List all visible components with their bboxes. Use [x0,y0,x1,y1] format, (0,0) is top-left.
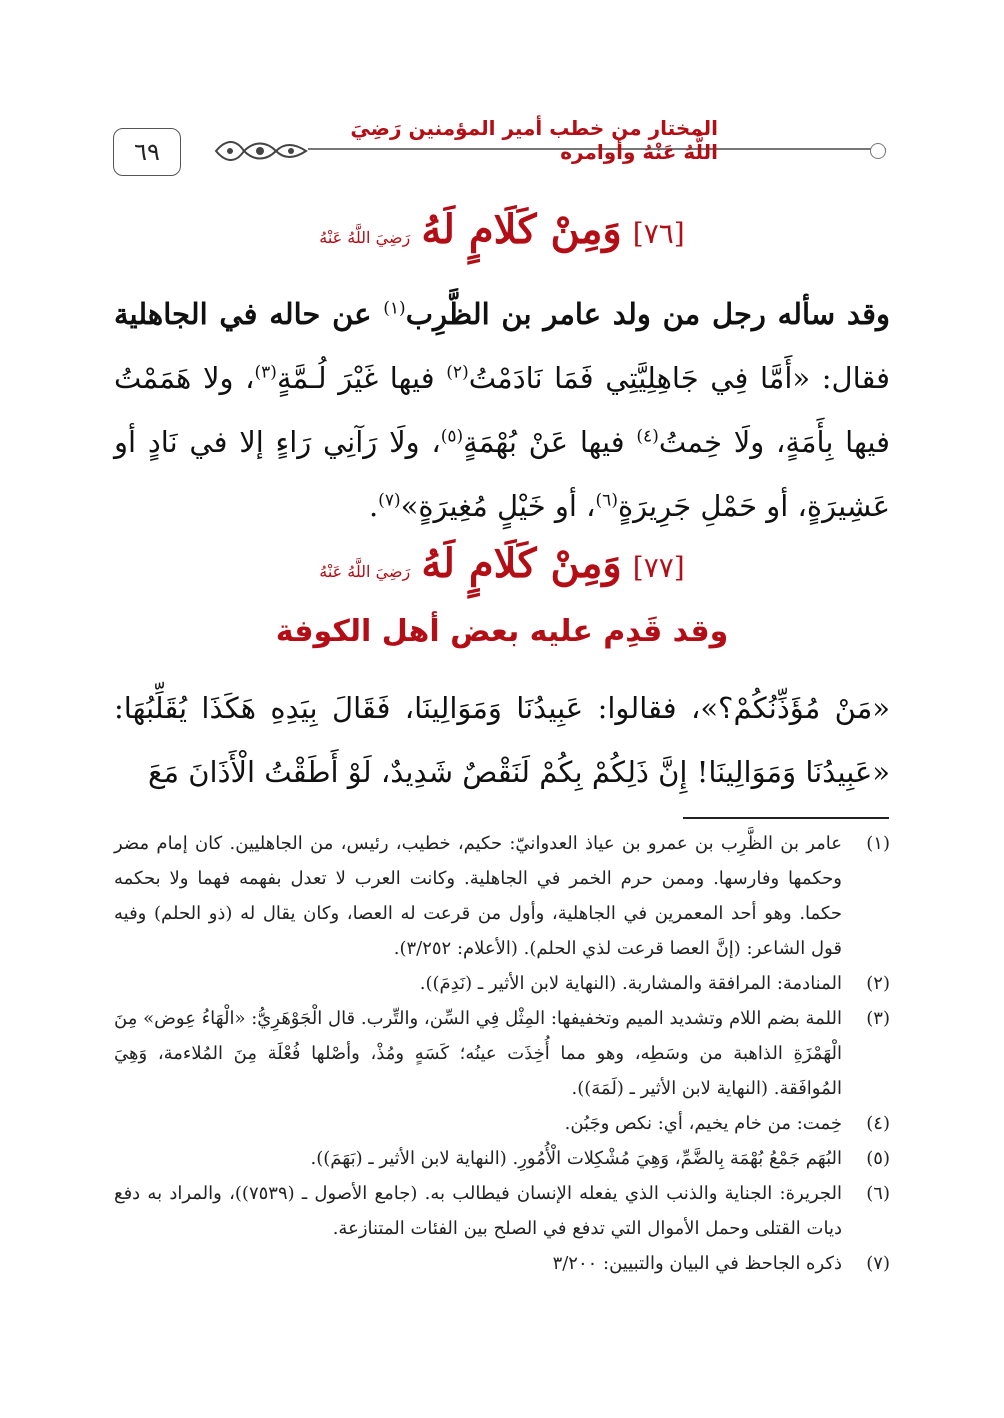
section-title: وَمِنْ كَلَامٍ لَهُ [421,206,622,253]
header-rule-cap [870,143,886,159]
footnote-ref[interactable]: (٤) [636,426,659,447]
footnote-number: (٢) [866,973,890,994]
quote-text: فيها غَيْرَ لُـمَّةٍ [276,361,447,395]
footnote-number: (٣) [866,1008,890,1029]
section-number: [٧٦] [632,217,685,250]
paragraph-76 [114,282,890,538]
footnote-text: الجريرة: الجناية والذنب الذي يفعله الإنسان فيطالب به. (جامع الأصول ـ (٧٥٣٩))، والمراد به دفع ديات القتلى وحمل الأموال التي تدفع في الصلح بين الفئات المتنازعة. [114,1183,842,1239]
section-heading-77 [180,540,824,587]
section-title: وَمِنْ كَلَامٍ لَهُ [421,540,622,587]
footnote-separator [683,817,889,819]
section-number: [٧٧] [632,551,685,584]
footnote-ref[interactable]: (٦) [595,490,618,511]
quote-text: فقال: «أَمَّا فِي جَاهِلِيَّتِي فَمَا نَادَمْتُ [468,361,890,395]
footnote-number: (٤) [866,1113,890,1134]
footnote-text: البُهَم جَمْعُ بُهْمَة بِالضَّمِّ، وَهِيَ مُشْكِلات الْأُمُورِ. (النهاية لابن الأثير ـ (بَهَمَ)). [310,1148,842,1169]
footnote-text: ذكره الجاحظ في البيان والتبيين: ٣/٢٠٠ [552,1253,842,1274]
quote-text: . [368,489,379,523]
section-subheading: وقد قَدِم عليه بعض أهل الكوفة [275,614,729,649]
header-ornament-icon [214,137,308,165]
quote-text: ، ولا هَمَمْتُ فيها بِأَمَةٍ، ولَا خِمتُ [114,361,890,459]
footnote-text: المنادمة: المرافقة والمشاربة. (النهاية لابن الأثير ـ (نَدِمَ)). [419,973,842,994]
running-title: المختار من خطب أمير المؤمنين رَضِيَ اللَّهُ عَنْهُ وأوامره [350,116,718,164]
intro-text: وقد سأله رجل من ولد عامر بن الظَّرِب [405,297,891,331]
footnote-7 [114,1246,890,1281]
footnote-text: خِمت: من خام يخيم، أي: نكص وجَبُن. [564,1113,842,1134]
footnotes [114,826,890,1281]
footnote-ref[interactable]: (٥) [440,426,464,447]
quote-text: فيها عَنْ بُهْمَةٍ [463,425,637,459]
footnote-text: عامر بن الظَّرِب بن عمرو بن عياذ العدوانيّ: حكيم، خطيب، رئيس، من الجاهليين. كان إمام مضر وحكمها وفارسها. وممن حرم الخمر في الجاهلية. وكانت العرب لا تعدل بفهمه فهما ولا بحكمه حكما. وهو أحد المعمرين في الجاهلية، وأول من قرعت له العصا، وكان يقال له (ذو الحلم) وفيه قول الشاعر: (إنَّ العصا قرعت لذي الحلم). (الأعلام: ٣/٢٥٢). [114,833,842,959]
page-number: ٦٩ [113,128,181,176]
footnote-5 [114,1141,890,1176]
quote-text: ، أو خَيْلٍ مُغِيرَةٍ» [400,489,596,523]
footnote-number: (٥) [866,1148,890,1169]
paragraph-77: «مَنْ مُؤَذِّنُكُمْ؟»، فقالوا: عَبِيدُنَا وَمَوَالِينَا، فَقَالَ بِيَدِهِ هَكَذَا يُقَلِّبُهَا: «عَبِيدُنَا وَمَوَالِينَا! إِنَّ ذَلِكُمْ بِكُمْ لَنَقْصٌ شَدِيدٌ، لَوْ أَطَقْتُ الْأَذَانَ مَعَ [114,691,890,789]
footnote-ref[interactable]: (٧) [378,490,401,511]
footnote-number: (٦) [866,1183,890,1204]
footnote-text: اللمة بضم اللام وتشديد الميم وتخفيفها: المِثْل فِي السِّن، والتِّرب. قال الْجَوْهَرِيُّ: «الْهَاءُ عِوض» مِنَ الْهَمْزَةِ الذاهبة من وسَطِه، وهو مما أُخِذَت عينُه؛ كَسَهٍ ومُذْ، وأصْلها فُعْلَة مِنَ المُلاءمة، وَهِيَ المُوافَقة. (النهاية لابن الأثير ـ (لَمَهَ)). [114,1008,842,1099]
footnote-4 [114,1106,890,1141]
footnote-2 [114,966,890,1001]
footnote-3 [114,1001,890,1106]
footnote-ref[interactable]: (٣) [254,362,277,383]
footnote-1 [114,826,890,966]
footnote-number: (٧) [866,1253,890,1274]
section-heading-76 [180,206,824,253]
footnote-ref[interactable]: (١) [383,298,406,319]
quote-text: ، ولَا رَآنِي رَاءٍ إلا في نَادٍ أو عَشِيرَةٍ، أو حَمْلِ جَرِيرَةٍ [114,425,890,523]
honorific: رَضِيَ اللَّهُ عَنْهُ [319,562,411,581]
intro-text-end: عن حاله في الجاهلية [114,297,384,331]
footnote-ref[interactable]: (٢) [446,362,469,383]
footnote-6 [114,1176,890,1246]
footnote-number: (١) [866,833,890,854]
honorific: رَضِيَ اللَّهُ عَنْهُ [319,228,411,247]
